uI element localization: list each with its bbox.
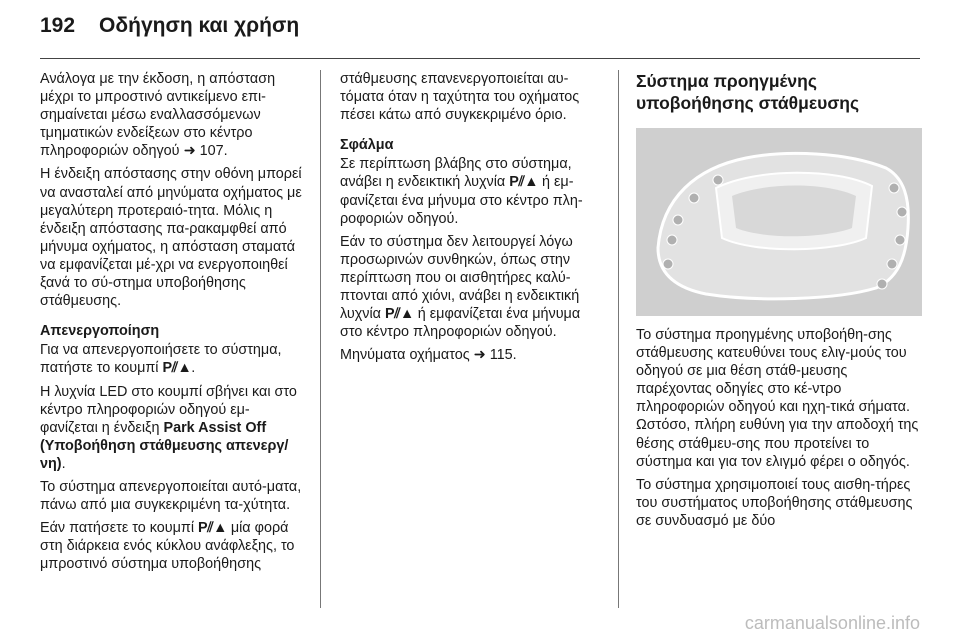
section-heading-fault: Σφάλμα	[340, 137, 394, 154]
arrow-icon: ➜	[183, 143, 196, 160]
paragraph: Η λυχνία LED στο κουμπί σβήνει και στο κέντρο πληροφοριών οδηγού εμ-φανίζεται η ένδειξη Park Assist Off (Υποβοήθηση στάθμευσης απενεργ/ νη).	[40, 383, 297, 472]
paragraph: Το σύστημα χρησιμοποιεί τους αισθη-τήρες του συστήματος υποβοήθησης στάθμευσης σε συνδυασμό με δύο	[636, 476, 913, 529]
paragraph: Ανάλογα με την έκδοση, η απόσταση μέχρι το μπροστινό αντικείμενο επι-σημαίνεται μέσω εναλλασσόμενων τμηματικών ενδείξεων στο κέντρο πληροφοριών οδηγού ➜ 107.	[40, 71, 276, 160]
park-assist-icon: P⫽▲	[509, 174, 538, 191]
column-divider-1	[320, 70, 321, 608]
section-title: Σύστημα προηγμένης υποβοήθησης στάθμευσης	[636, 71, 860, 113]
car-sensors-illustration	[636, 128, 922, 316]
paragraph: Σε περίπτωση βλάβης στο σύστημα, ανάβει η ενδεικτική λυχνία P⫽▲ ή εμ-φανίζεται ένα μήνυμα στο κέντρο πλη-ροφοριών οδηγού.	[340, 156, 583, 227]
page-number: 192	[40, 14, 76, 37]
page-reference[interactable]: 115.	[489, 347, 517, 364]
paragraph: Εάν το σύστημα δεν λειτουργεί λόγω προσωρινών συνθηκών, όπως στην περίπτωση που οι αισθητήρες καλύ-πτονται από χιόνι, ανάβει η ενδεικτική λυχνία P⫽▲ ή εμφανίζεται ένα μήνυμα στο κέντρο πληροφοριών οδηγού.	[340, 233, 581, 341]
arrow-icon: ➜	[473, 347, 486, 364]
paragraph: Το σύστημα απενεργοποιείται αυτό-ματα, πάνω από μια συγκεκριμένη τα-χύτητα.	[40, 478, 302, 514]
column-3	[636, 70, 922, 535]
column-2	[340, 70, 602, 369]
watermark: carmanualsonline.info	[744, 613, 920, 633]
chapter-title: Οδήγηση και χρήση	[99, 14, 300, 37]
page-reference[interactable]: 107.	[199, 143, 228, 160]
park-assist-icon: P⫽▲	[198, 520, 227, 537]
park-assist-icon: P⫽▲	[162, 360, 192, 377]
paragraph: Εάν πατήσετε το κουμπί P⫽▲ μία φορά στη διάρκεια ενός κύκλου ανάφλεξης, το μπροστινό σύστημα υποβοήθησης	[40, 520, 295, 573]
column-divider-2	[618, 70, 619, 608]
page-header	[40, 14, 299, 50]
column-1	[40, 70, 302, 578]
paragraph: Μηνύματα οχήματος ➜ 115.	[340, 347, 517, 364]
header-rule	[40, 58, 920, 59]
park-assist-icon: P⫽▲	[385, 306, 414, 323]
section-heading-deactivation: Απενεργοποίηση	[40, 323, 160, 340]
display-message: Park Assist Off (Υποβοήθηση στάθμευσης απενεργ/ νη)	[40, 419, 289, 472]
paragraph: Για να απενεργοποιήσετε το σύστημα, πατήστε το κουμπί P⫽▲.	[40, 342, 282, 377]
paragraph: Το σύστημα προηγμένης υποβοήθη-σης στάθμευσης κατευθύνει τους ελιγ-μούς του οδηγού σε μια θέση στάθ-μευσης παρέχοντας οδηγίες στο κέ-ντρο πληροφοριών οδηγού και ηχη-τικά σήματα. Ωστόσο, πλήρη ευθύνη για την αποδοχή της θέσης στάθμευ-σης που προτείνει το σύστημα και για τον ελιγμό φέρει ο οδηγός.	[636, 327, 919, 470]
paragraph: Η ένδειξη απόστασης στην οθόνη μπορεί να ανασταλεί από μηνύματα οχήματος με μεγαλύτερη προτεραιό-τητα. Μόλις η ένδειξη απόστασης πα-ρακαμφθεί από μήνυμα οχήματος, η απόσταση σταματά να εμφανίζεται μέ-χρι να ενεργοποιηθεί ξανά το σύ-στημα υποβοήθησης στάθμευσης.	[40, 166, 302, 310]
paragraph: στάθμευσης επανενεργοποιείται αυ-τόματα όταν η ταχύτητα του οχήματος πέσει κάτω από συγκεκριμένο όριο.	[340, 71, 580, 124]
